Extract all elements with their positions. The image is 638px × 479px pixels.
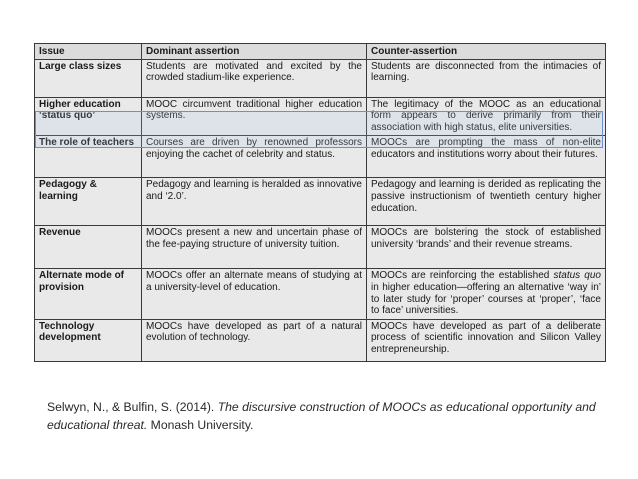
table-row — [35, 59, 606, 97]
table-row — [35, 136, 606, 178]
citation-publisher: Monash University. — [147, 418, 254, 432]
issue-cell: Pedagogy & learning — [35, 178, 142, 226]
issue-cell: The role of teachers — [35, 136, 142, 178]
citation — [47, 398, 607, 434]
header-issue: Issue — [35, 44, 142, 60]
assertion-table-container — [34, 43, 605, 362]
issue-cell: Alternate mode of provision — [35, 269, 142, 319]
table-row — [35, 97, 606, 136]
assertion-table — [34, 43, 606, 362]
dominant-cell: MOOC circumvent traditional higher education systems. — [142, 97, 367, 136]
counter-cell: The legitimacy of the MOOC as an educational form appears to derive primarily from their association with high status, elite universities. — [367, 97, 606, 136]
table-header-row — [35, 44, 606, 60]
dominant-cell: MOOCs present a new and uncertain phase of the fee-paying structure of university tuition. — [142, 226, 367, 269]
counter-cell: MOOCs are prompting the mass of non-elite educators and institutions worry about their futures. — [367, 136, 606, 178]
dominant-cell: Courses are driven by renowned professors enjoying the cachet of celebrity and status. — [142, 136, 367, 178]
dominant-cell: Students are motivated and excited by the crowded stadium-like experience. — [142, 59, 367, 97]
header-dominant-assertion: Dominant assertion — [142, 44, 367, 60]
counter-cell — [367, 269, 606, 319]
counter-cell: Students are disconnected from the intimacies of learning. — [367, 59, 606, 97]
counter-cell: MOOCs have developed as part of a deliberate process of scientific innovation and Silicon Valley entrepreneurship. — [367, 319, 606, 361]
table-row — [35, 226, 606, 269]
counter-text-italic: status quo — [553, 270, 601, 282]
dominant-cell: Pedagogy and learning is heralded as innovative and ‘2.0’. — [142, 178, 367, 226]
issue-cell: Higher education ‘status quo’ — [35, 97, 142, 136]
issue-cell: Large class sizes — [35, 59, 142, 97]
counter-cell: MOOCs are bolstering the stock of established university ‘brands’ and their revenue streams. — [367, 226, 606, 269]
issue-cell: Revenue — [35, 226, 142, 269]
counter-text-start: MOOCs are reinforcing the established — [371, 270, 554, 282]
citation-title: The discursive construction of MOOCs as educational opportunity and educational threat. — [47, 400, 596, 432]
table-row — [35, 178, 606, 226]
counter-cell: Pedagogy and learning is derided as replicating the passive instructionism of twentieth century higher education. — [367, 178, 606, 226]
table-row — [35, 319, 606, 361]
citation-authors: Selwyn, N., & Bulfin, S. (2014). — [47, 400, 218, 414]
counter-text-end: in higher education—offering an alternative ‘way in’ to later study for ‘proper’ courses at ‘proper’, ‘face to face’ universities. — [371, 281, 601, 317]
header-counter-assertion: Counter-assertion — [367, 44, 606, 60]
dominant-cell: MOOCs offer an alternate means of studying at a university-level of education. — [142, 269, 367, 319]
dominant-cell: MOOCs have developed as part of a natural evolution of technology. — [142, 319, 367, 361]
table-row — [35, 269, 606, 319]
issue-cell: Technology development — [35, 319, 142, 361]
